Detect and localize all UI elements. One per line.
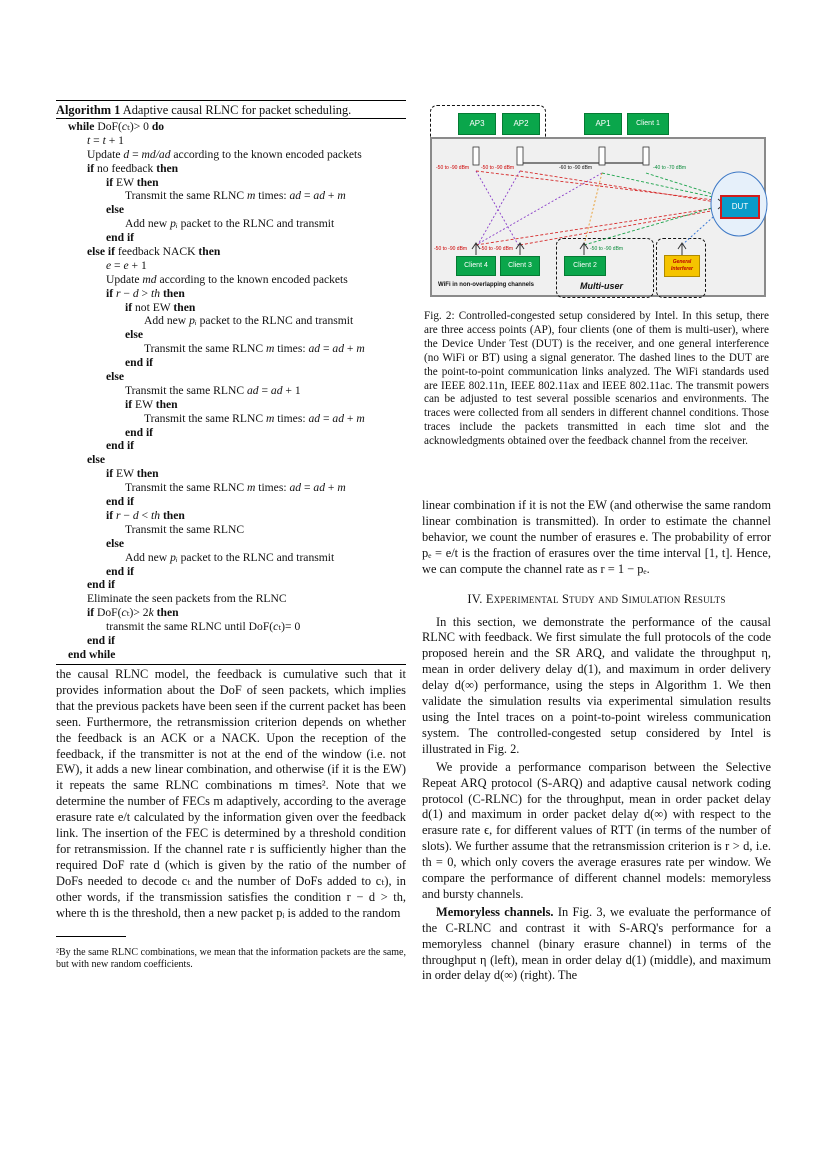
keyword: do xyxy=(151,120,165,133)
math: ad xyxy=(270,383,283,397)
keyword: if xyxy=(106,467,114,481)
algorithm-line xyxy=(56,398,406,412)
algorithm-line xyxy=(56,328,406,342)
math: d xyxy=(132,508,139,522)
text: Update xyxy=(106,272,143,286)
algorithm-line xyxy=(56,245,406,259)
text: times: xyxy=(255,481,290,495)
keyword: then xyxy=(173,300,196,314)
group-multiuser-label: Multi-user xyxy=(580,281,624,291)
math: pᵢ xyxy=(189,314,197,328)
keyword: then xyxy=(156,161,179,175)
text: times: xyxy=(255,189,290,203)
keyword: end if xyxy=(87,578,116,592)
math: t xyxy=(102,133,106,147)
text: Add new xyxy=(125,550,171,564)
algorithm-title xyxy=(56,100,406,119)
text: packet to the RLNC and transmit xyxy=(177,217,335,231)
footnote-rule xyxy=(56,936,126,937)
text: + 1 xyxy=(105,133,124,147)
math: ad xyxy=(289,481,302,495)
math: ad xyxy=(289,189,302,203)
antenna-client2 xyxy=(580,243,588,255)
math: ad xyxy=(332,411,344,425)
footnote: ²By the same RLNC combinations, we mean that the information packets are the same, but with new random coefficients. xyxy=(56,946,406,970)
right-paragraph-1: linear combination if it is not the EW (and otherwise the same random linear combination is transmitted). In order to estimate the channel behavior, we count the number of erasures e. The probability of error pₑ = e/t is the fraction of erasures over the time interval [1, t]. Hence, we can compute the channel rate as r = 1 − pₑ. xyxy=(422,498,771,576)
text: Eliminate the seen packets from the RLNC xyxy=(87,592,287,606)
keyword: if xyxy=(125,300,133,314)
text: DoF( xyxy=(94,120,122,133)
math: r xyxy=(116,286,121,300)
algorithm-line xyxy=(56,523,406,537)
keyword: end if xyxy=(106,439,135,453)
algorithm-line xyxy=(56,162,406,176)
math: k xyxy=(148,606,154,620)
algorithm-line xyxy=(56,203,406,217)
range-label-ap1: -60 to -90 dBm xyxy=(559,165,593,171)
algorithm-line xyxy=(56,356,406,370)
antenna-ap2 xyxy=(517,147,523,165)
algorithm-label: Algorithm 1 xyxy=(56,103,121,117)
keyword: else xyxy=(87,453,106,467)
antenna-client1 xyxy=(643,147,649,165)
text: > xyxy=(138,286,151,300)
range-label-client3: -50 to -90 dBm xyxy=(480,246,514,252)
math: m xyxy=(356,411,365,425)
client2-box: Client 2 xyxy=(564,256,606,276)
math: c xyxy=(121,120,127,133)
keyword: else xyxy=(125,328,144,342)
text: not EW xyxy=(132,300,174,314)
keyword: end if xyxy=(106,231,135,245)
text: Update xyxy=(87,147,124,161)
keyword: end if xyxy=(125,425,154,439)
dut-box: DUT xyxy=(720,195,760,219)
ap2-box: AP2 xyxy=(502,113,540,135)
math: m xyxy=(265,342,275,356)
math: r xyxy=(116,508,121,522)
algorithm-block xyxy=(56,100,406,665)
algorithm-line xyxy=(56,509,406,523)
algorithm-line xyxy=(56,217,406,231)
algorithm-line xyxy=(56,189,406,203)
text: = xyxy=(301,481,314,495)
math: c xyxy=(121,606,127,620)
right-paragraph-3: We provide a performance comparison between the Selective Repeat ARQ protocol (S-ARQ) and adaptive causal network coding protocol (C-RLNC) for the throughput, mean in order packet delay d(1) and maximum in order packet delay d(∞) with respect to the erasure rate ϵ, for different values of RTT (in terms of the number of slots). We further assume that the retransmission criterion is r > d, i.e. th = 0, which only covers the average erasures rate per window. We compare the performance of different channel models: memoryless and bursty channels. xyxy=(422,759,771,901)
client3-box: Client 3 xyxy=(500,256,540,276)
keyword: if xyxy=(106,175,114,189)
algorithm-line xyxy=(56,592,406,606)
algorithm-line xyxy=(56,467,406,481)
keyword: then xyxy=(136,467,159,481)
math: md/ad xyxy=(141,147,171,161)
algorithm-line xyxy=(56,481,406,495)
left-column xyxy=(56,667,406,981)
left-paragraph: the causal RLNC model, the feedback is cumulative such that it provides information about the DoF of seen packets, which implies that the previous packets have been seen if the current packet has been seen. Furthermore, the retransmission criterion depends on whether the feedback is an ACK or a NACK. Upon the reception of the feedback, if the transmitter is not at the end of the window (i.e. not EW), it adds a new linear combination, and otherwise (if it is the EW) it repeats the same RLNC combinations m times². Note that we determine the number of FECs m adaptively, according to the average erasure rate e/t calculated by the information given over the feedback link. The insertion of the FEC is determined by a threshold condition for retransmission. If the channel rate r is sufficiently higher than the required DoF rate d (which is given by the ratio of the number of DoFs needed to decode cₜ and the number of DoFs added to cₜ), in other words, if the transmission satisfies the condition r − d > th, where th is the threshold, then a new packet pᵢ is added to the random xyxy=(56,667,406,920)
text: Transmit the same RLNC xyxy=(144,342,266,356)
link-ap1-dut xyxy=(602,173,722,199)
keyword: else xyxy=(106,203,125,217)
text: Add new xyxy=(144,314,190,328)
text: + 1 xyxy=(282,383,301,397)
algorithm-line xyxy=(56,634,406,648)
text: ₜ)> 2 xyxy=(126,606,149,620)
algorithm-line xyxy=(56,453,406,467)
text: + xyxy=(325,189,338,203)
keyword: else xyxy=(106,536,125,550)
text: according to the known encoded packets xyxy=(170,147,362,161)
math: ad xyxy=(308,411,321,425)
keyword: while xyxy=(68,120,95,133)
text: = xyxy=(258,383,271,397)
math: m xyxy=(246,481,256,495)
link-client4-dut xyxy=(476,207,722,245)
text: Transmit the same RLNC xyxy=(144,411,266,425)
math: ad xyxy=(313,189,325,203)
client4-box: Client 4 xyxy=(456,256,496,276)
algorithm-line xyxy=(56,134,406,148)
keyword: then xyxy=(136,175,159,189)
math: ad xyxy=(246,383,259,397)
text: = xyxy=(129,147,142,161)
keyword: if xyxy=(106,286,114,300)
memoryless-lead: Memoryless channels. xyxy=(436,904,554,919)
algorithm-line xyxy=(56,439,406,453)
math: c xyxy=(273,620,279,634)
text: EW xyxy=(132,397,156,411)
keyword: if xyxy=(106,508,114,522)
antenna-interferer xyxy=(678,243,686,255)
keyword: if xyxy=(125,397,133,411)
algorithm-line xyxy=(56,426,406,440)
math: e xyxy=(106,258,112,272)
algorithm-line xyxy=(56,620,406,634)
text: = xyxy=(320,342,333,356)
text: ₜ)> 0 xyxy=(126,120,152,133)
math: t xyxy=(87,133,91,147)
keyword: end if xyxy=(106,495,135,509)
text: packet to the RLNC and transmit xyxy=(177,550,335,564)
keyword: then xyxy=(155,397,178,411)
math: ad xyxy=(332,342,344,356)
range-label-ap2: -50 to -90 dBm xyxy=(481,165,515,171)
text: EW xyxy=(113,175,137,189)
text: − xyxy=(120,286,133,300)
text: = xyxy=(301,189,314,203)
text: times: xyxy=(274,411,309,425)
keyword: end while xyxy=(68,647,116,661)
section-number: IV. xyxy=(467,591,483,606)
algorithm-line xyxy=(56,412,406,426)
math: ad xyxy=(308,342,321,356)
interferer-box: General Interferer xyxy=(664,255,700,277)
algorithm-line xyxy=(56,259,406,273)
right-paragraph-4 xyxy=(422,905,771,985)
figure-setup xyxy=(424,103,769,303)
algorithm-line xyxy=(56,148,406,162)
keyword: else if xyxy=(87,245,116,259)
keyword: if xyxy=(87,606,95,620)
text: Add new xyxy=(125,217,171,231)
text: < xyxy=(138,508,151,522)
text: Transmit the same RLNC xyxy=(125,481,247,495)
keyword: then xyxy=(162,286,185,300)
keyword: else xyxy=(106,370,125,384)
text: Transmit the same RLNC xyxy=(125,189,247,203)
section-heading xyxy=(422,592,771,607)
math: m xyxy=(356,342,365,356)
algorithm-line xyxy=(56,342,406,356)
text: = xyxy=(90,133,103,147)
math: m xyxy=(265,411,275,425)
math: e xyxy=(123,258,129,272)
range-label-client2: -50 to -90 dBm xyxy=(590,246,624,252)
antenna-ap3 xyxy=(473,147,479,165)
math: m xyxy=(337,481,346,495)
math: d xyxy=(123,147,130,161)
range-label-client4: -50 to -90 dBm xyxy=(434,246,468,252)
text: transmit the same RLNC until DoF( xyxy=(106,620,274,634)
group-nonoverlap-label: WiFi in non-overlapping channels xyxy=(438,282,534,288)
math: d xyxy=(132,286,139,300)
text: packet to the RLNC and transmit xyxy=(196,314,354,328)
right-column xyxy=(422,498,771,984)
text: = xyxy=(111,258,124,272)
text: + xyxy=(325,481,338,495)
ap3-box: AP3 xyxy=(458,113,496,135)
algorithm-caption: Adaptive causal RLNC for packet scheduling. xyxy=(122,103,352,117)
client1-box: Client 1 xyxy=(627,113,669,135)
keyword: if xyxy=(87,161,95,175)
algorithm-line xyxy=(56,273,406,287)
range-label-ap3: -50 to -90 dBm xyxy=(436,165,470,171)
right-paragraph-2: In this section, we demonstrate the performance of the causal RLNC with feedback. We first simulate the full protocols of the code proposed herein and the SR ARQ, and validate the throughput η, mean in order delivery delay d(1), and maximum in order delivery delay d(∞) performance, using the steps in Algorithm 1. We then validate the simulation results via experimental simulation results using the Intel traces on a point-to-point wireless communication system. The controlled-congested setup considered by Intel is illustrated in Fig. 2. xyxy=(422,614,771,756)
text: + 1 xyxy=(128,258,147,272)
keyword: then xyxy=(156,606,179,620)
memoryless-text: In Fig. 3, we evaluate the performance of the C-RLNC and contrast it with S-ARQ's performance for a memoryless channel (binary erasure channel) in terms of the throughput η (left), mean in order delay d(1) (middle), and maximum in order delay d(∞) (right). The xyxy=(422,904,771,983)
algorithm-line xyxy=(56,301,406,315)
text: + xyxy=(344,411,357,425)
algorithm-line xyxy=(56,120,406,134)
math: pᵢ xyxy=(170,217,178,231)
ap1-box: AP1 xyxy=(584,113,622,135)
math: ad xyxy=(313,481,325,495)
text: feedback NACK xyxy=(115,245,199,259)
algorithm-body xyxy=(56,119,406,665)
link-client3-dut xyxy=(520,209,722,245)
algorithm-line xyxy=(56,551,406,565)
antenna-ap1 xyxy=(599,147,605,165)
algorithm-line xyxy=(56,578,406,592)
algorithm-line xyxy=(56,231,406,245)
text: = xyxy=(320,411,333,425)
algorithm-line xyxy=(56,648,406,662)
text: according to the known encoded packets xyxy=(156,272,348,286)
text: + xyxy=(344,342,357,356)
keyword: end if xyxy=(125,356,154,370)
range-label-client1: -40 to -70 dBm xyxy=(653,165,687,171)
text: times: xyxy=(274,342,309,356)
algorithm-line xyxy=(56,384,406,398)
keyword: then xyxy=(198,245,221,259)
figure-caption: Fig. 2: Controlled-congested setup considered by Intel. In this setup, there are three access points (AP), four clients (one of them is multi-user), where the Device Under Test (DUT) is the receiver, and one general interference (no WiFi or BT) using a signal generator. The dashed lines to the DUT are the point-to-point communication links analyzed. The WiFi standards used are IEEE 802.11n, IEEE 802.11ax and IEEE 802.11ac. The transmit powers can be adjusted to test several possible scenarios and environments. The traces were collected from all senders in different channel conditions. Those traces include the packets transmitted in each time slot and the acknowledgments obtained over the feedback channel from the receiver. xyxy=(424,310,769,448)
keyword: end if xyxy=(87,633,116,647)
math: m xyxy=(246,189,256,203)
section-title: Experimental Study and Simulation Results xyxy=(485,591,726,606)
text: DoF( xyxy=(94,606,122,620)
math: th xyxy=(151,508,161,522)
text: Transmit the same RLNC xyxy=(125,383,247,397)
algorithm-line xyxy=(56,176,406,190)
math: md xyxy=(142,272,157,286)
algorithm-line xyxy=(56,495,406,509)
math: pᵢ xyxy=(170,550,178,564)
text: ₜ)= 0 xyxy=(278,620,301,634)
text: EW xyxy=(113,467,137,481)
math: m xyxy=(337,189,346,203)
text: no feedback xyxy=(94,161,157,175)
algorithm-line xyxy=(56,287,406,301)
text: − xyxy=(120,508,133,522)
keyword: then xyxy=(162,508,185,522)
keyword: end if xyxy=(106,564,135,578)
algorithm-line xyxy=(56,314,406,328)
math: th xyxy=(151,286,161,300)
algorithm-line xyxy=(56,370,406,384)
algorithm-line xyxy=(56,606,406,620)
text: Transmit the same RLNC xyxy=(125,522,245,536)
algorithm-line xyxy=(56,565,406,579)
algorithm-line xyxy=(56,537,406,551)
